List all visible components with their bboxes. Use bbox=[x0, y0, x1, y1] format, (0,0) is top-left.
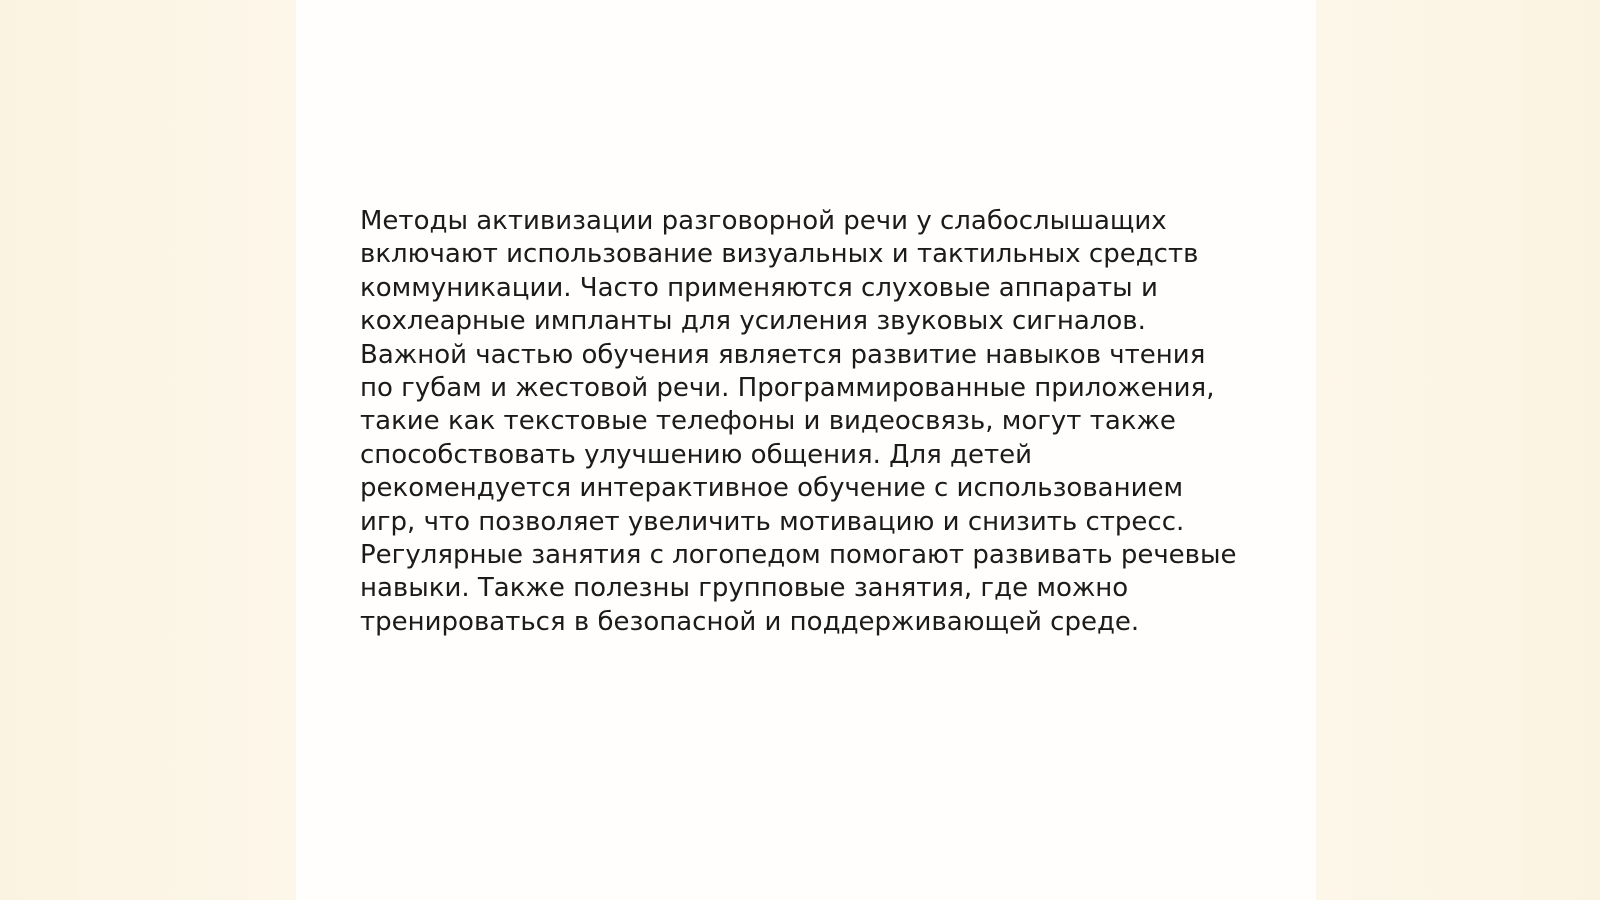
text-line: Методы активизации разговорной речи у слабослышащих bbox=[360, 206, 1167, 236]
text-line: коммуникации. Часто применяются слуховые аппараты и bbox=[360, 272, 1158, 303]
text-line: навыки. Также полезны групповые занятия, где можно bbox=[360, 573, 1129, 604]
text-line: по губам и жестовой речи. Программированные приложения, bbox=[360, 373, 1215, 404]
text-line: способствовать улучшению общения. Для детей bbox=[360, 439, 1033, 470]
text-line: игр, что позволяет увеличить мотивацию и снизить стресс. bbox=[360, 506, 1185, 537]
text-line: кохлеарные импланты для усиления звуковых сигналов. bbox=[360, 306, 1146, 337]
text-line: включают использование визуальных и тактильных средств bbox=[360, 239, 1199, 270]
text-line: Важной частью обучения является развитие навыков чтения bbox=[360, 339, 1206, 370]
text-line: рекомендуется интерактивное обучение с использованием bbox=[360, 473, 1184, 504]
text-line: тренироваться в безопасной и поддерживающей среде. bbox=[360, 606, 1140, 637]
slide-body-text bbox=[360, 205, 1240, 639]
text-line: Регулярные занятия с логопедом помогают развивать речевые bbox=[360, 540, 1237, 571]
text-line: такие как текстовые телефоны и видеосвязь, могут также bbox=[360, 406, 1176, 437]
